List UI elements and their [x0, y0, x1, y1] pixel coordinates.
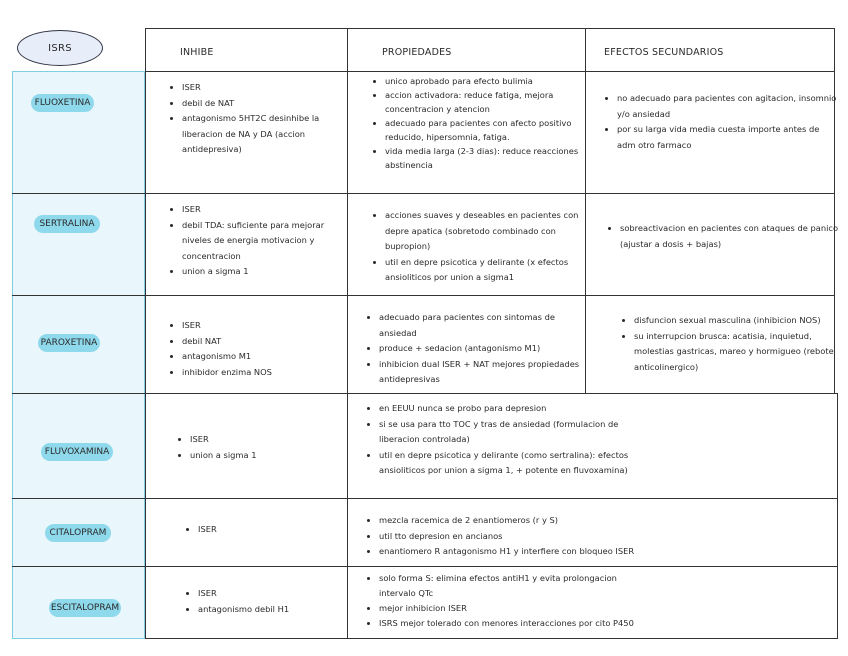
grid-line — [145, 28, 835, 29]
cell-propiedades-paroxetina — [367, 310, 593, 388]
drug-label-fluvoxamina: FLUVOXAMINA — [41, 443, 113, 461]
header-efectos-secundarios: EFECTOS SECUNDARIOS — [604, 47, 724, 58]
grid-line — [837, 393, 838, 639]
cell-inhibe-fluoxetina — [170, 80, 357, 158]
cell-efectos-fluoxetina — [605, 91, 839, 153]
corner-label: ISRS — [17, 30, 103, 66]
grid-line — [12, 566, 838, 567]
bullet-item: • accion activadora: reduce fatiga, mejora concentracion y atencion — [385, 88, 590, 116]
bullet-item: • no adecuado para pacientes con agitacion, insomnio y/o ansiedad — [617, 91, 839, 122]
bullet-item: • su interrupcion brusca: acatisia, inquietud, molestias gastricas, mareo y hormigueo (rebote anticolinergico) — [634, 329, 842, 376]
grid-line — [145, 28, 146, 639]
drug-label-citalopram: CITALOPRAM — [45, 524, 111, 542]
bullet-item: • acciones suaves y deseables en pacientes con depre apatica (sobretodo combinado con bupropion) — [385, 208, 593, 255]
header-inhibe: INHIBE — [180, 47, 214, 58]
bullet-item: • antagonismo 5HT2C desinhibe la liberacion de NA y DA (accion antidepresiva) — [182, 111, 357, 158]
drug-label-escitalopram: ESCITALOPRAM — [49, 599, 121, 617]
bullet-item: • inhibicion dual ISER + NAT mejores propiedades antidepresivas — [379, 357, 593, 388]
cell-propiedades-escitalopram — [367, 571, 649, 631]
bullet-item: • por su larga vida media cuesta importe antes de adm otro farmaco — [617, 122, 839, 153]
bullet-item: • debil TDA: suficiente para mejorar niveles de energia motivacion y concentracion — [182, 218, 354, 265]
bullet-item: • ISER — [182, 318, 354, 334]
bullet-item: • disfuncion sexual masculina (inhibicion NOS) — [634, 313, 842, 329]
bullet-item: • si se usa para tto TOC y tras de ansiedad (formulacion de liberacion controlada) — [379, 417, 629, 448]
bullet-item: • ISER — [198, 522, 348, 538]
bullet-item: • ISER — [182, 80, 357, 96]
bullet-item: • adecuado para pacientes con sintomas de ansiedad — [379, 310, 593, 341]
bullet-item: • enantiomero R antagonismo H1 y interfiere con bloqueo ISER — [379, 544, 709, 560]
header-propiedades: PROPIEDADES — [382, 47, 452, 58]
bullet-item: • produce + sedacion (antagonismo M1) — [379, 341, 593, 357]
grid-line — [12, 498, 838, 499]
bullet-item: • unico aprobado para efecto bulimia — [385, 74, 590, 88]
drug-label-fluoxetina: FLUOXETINA — [31, 94, 94, 112]
cell-efectos-sertralina — [608, 221, 840, 252]
drug-label-paroxetina: PAROXETINA — [38, 334, 100, 352]
bullet-item: • antagonismo M1 — [182, 349, 354, 365]
bullet-item: • adecuado para pacientes con afecto positivo reducido, hipersomnia, fatiga. — [385, 116, 590, 144]
drug-column-highlight — [12, 71, 145, 639]
bullet-item: • ISER — [190, 432, 350, 448]
bullet-item: • debil NAT — [182, 334, 354, 350]
bullet-item: • solo forma S: elimina efectos antiH1 y evita prolongacion intervalo QTc — [379, 571, 649, 601]
bullet-item: • util en depre psicotica y delirante (x efectos ansioliticos por union a sigma1 — [385, 255, 593, 286]
bullet-item: • union a sigma 1 — [190, 448, 350, 464]
bullet-item: • mejor inhibicion ISER — [379, 601, 649, 616]
drug-label-sertralina: SERTRALINA — [34, 215, 100, 233]
bullet-item: • ISER — [198, 586, 348, 602]
bullet-item: • vida media larga (2-3 dias): reduce reacciones abstinencia — [385, 144, 590, 172]
grid-line — [12, 193, 835, 194]
cell-propiedades-fluvoxamina — [367, 401, 629, 479]
grid-line — [145, 638, 838, 639]
cell-inhibe-paroxetina — [170, 318, 354, 380]
bullet-item: • ISRS mejor tolerado con menores interacciones por cito P450 — [379, 616, 649, 631]
bullet-item: • en EEUU nunca se probo para depresion — [379, 401, 629, 417]
cell-inhibe-sertralina — [170, 202, 354, 280]
bullet-item: • debil de NAT — [182, 96, 357, 112]
bullet-item: • antagonismo debil H1 — [198, 602, 348, 618]
bullet-item: • sobreactivacion en pacientes con ataques de panico (ajustar a dosis + bajas) — [620, 221, 840, 252]
bullet-item: • inhibidor enzima NOS — [182, 365, 354, 381]
cell-propiedades-sertralina — [373, 208, 593, 286]
grid-line — [145, 71, 835, 72]
bullet-item: • union a sigma 1 — [182, 264, 354, 280]
bullet-item: • ISER — [182, 202, 354, 218]
grid-line — [12, 393, 838, 394]
cell-inhibe-escitalopram — [186, 586, 348, 617]
cell-efectos-paroxetina — [622, 313, 842, 375]
bullet-item: • util tto depresion en ancianos — [379, 529, 709, 545]
bullet-item: • util en depre psicotica y delirante (como sertralina): efectos ansioliticos por union a sigma 1, + potente en fluvoxamina) — [379, 448, 629, 479]
bullet-item: • mezcla racemica de 2 enantiomeros (r y S) — [379, 513, 709, 529]
grid-line — [12, 295, 835, 296]
cell-inhibe-citalopram — [186, 522, 348, 538]
cell-propiedades-fluoxetina — [373, 74, 590, 172]
cell-propiedades-citalopram — [367, 513, 709, 560]
cell-inhibe-fluvoxamina — [178, 432, 350, 463]
